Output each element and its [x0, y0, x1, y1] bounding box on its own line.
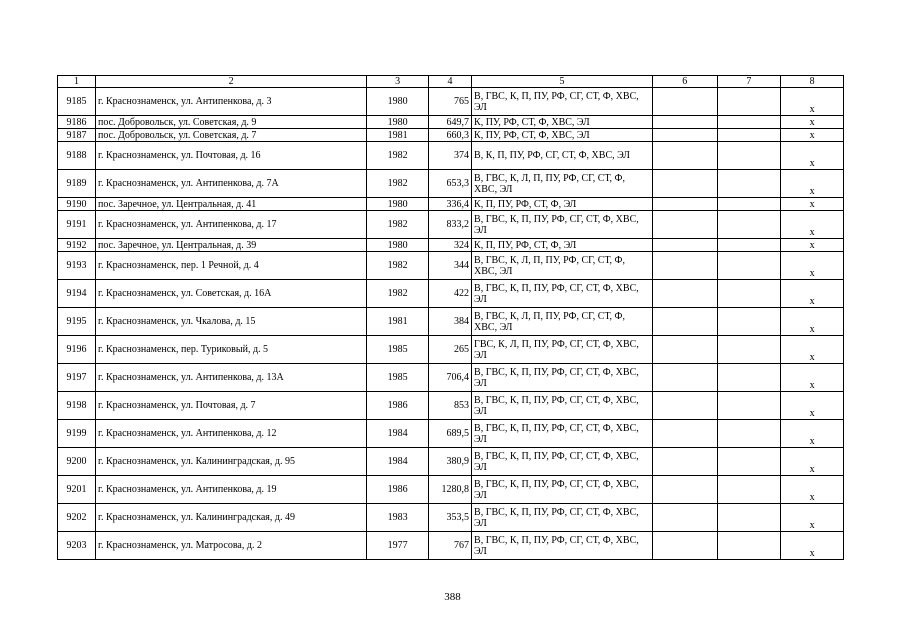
- year-cell: 1986: [367, 476, 429, 504]
- column-6-cell: [652, 504, 717, 532]
- column-6-cell: [652, 142, 717, 170]
- year-cell: 1981: [367, 308, 429, 336]
- utilities-cell: В, ГВС, К, П, ПУ, РФ, СГ, СТ, Ф, ХВС, ЭЛ: [472, 420, 653, 448]
- row-number: 9186: [58, 116, 96, 129]
- column-header-3: 3: [367, 76, 429, 88]
- column-header-4: 4: [428, 76, 471, 88]
- year-cell: 1980: [367, 88, 429, 116]
- area-cell: 765: [428, 88, 471, 116]
- address-cell: г. Краснознаменск, ул. Антипенкова, д. 7А: [96, 170, 367, 198]
- area-cell: 422: [428, 280, 471, 308]
- address-cell: г. Краснознаменск, ул. Матросова, д. 2: [96, 532, 367, 560]
- utilities-cell: В, ГВС, К, П, ПУ, РФ, СГ, СТ, Ф, ХВС, ЭЛ: [472, 211, 653, 239]
- address-cell: г. Краснознаменск, ул. Почтовая, д. 7: [96, 392, 367, 420]
- year-cell: 1982: [367, 211, 429, 239]
- address-cell: г. Краснознаменск, ул. Антипенкова, д. 17: [96, 211, 367, 239]
- table-row: [58, 308, 844, 336]
- utilities-cell: В, ГВС, К, П, ПУ, РФ, СГ, СТ, Ф, ХВС, ЭЛ: [472, 280, 653, 308]
- mark-cell: х: [781, 129, 844, 142]
- column-7-cell: [717, 364, 781, 392]
- column-6-cell: [652, 448, 717, 476]
- area-cell: 380,9: [428, 448, 471, 476]
- table-row: [58, 239, 844, 252]
- utilities-cell: К, П, ПУ, РФ, СТ, Ф, ЭЛ: [472, 198, 653, 211]
- mark-cell: х: [781, 88, 844, 116]
- column-7-cell: [717, 170, 781, 198]
- mark-cell: х: [781, 170, 844, 198]
- column-6-cell: [652, 476, 717, 504]
- column-header-7: 7: [717, 76, 781, 88]
- utilities-cell: В, К, П, ПУ, РФ, СГ, СТ, Ф, ХВС, ЭЛ: [472, 142, 653, 170]
- column-6-cell: [652, 280, 717, 308]
- table-row: [58, 211, 844, 239]
- area-cell: 649,7: [428, 116, 471, 129]
- housing-register-table: [57, 75, 844, 560]
- column-6-cell: [652, 239, 717, 252]
- mark-cell: х: [781, 198, 844, 211]
- table-row: [58, 170, 844, 198]
- column-header-8: 8: [781, 76, 844, 88]
- column-7-cell: [717, 392, 781, 420]
- row-number: 9200: [58, 448, 96, 476]
- table-row: [58, 532, 844, 560]
- mark-cell: х: [781, 364, 844, 392]
- page-number: 388: [444, 591, 461, 603]
- utilities-cell: К, П, ПУ, РФ, СТ, Ф, ЭЛ: [472, 239, 653, 252]
- column-6-cell: [652, 336, 717, 364]
- utilities-cell: В, ГВС, К, П, ПУ, РФ, СГ, СТ, Ф, ХВС, ЭЛ: [472, 88, 653, 116]
- column-7-cell: [717, 448, 781, 476]
- address-cell: г. Краснознаменск, пер. 1 Речной, д. 4: [96, 252, 367, 280]
- utilities-cell: В, ГВС, К, П, ПУ, РФ, СГ, СТ, Ф, ХВС, ЭЛ: [472, 364, 653, 392]
- table-row: [58, 252, 844, 280]
- column-header-5: 5: [472, 76, 653, 88]
- area-cell: 374: [428, 142, 471, 170]
- utilities-cell: В, ГВС, К, П, ПУ, РФ, СГ, СТ, Ф, ХВС, ЭЛ: [472, 392, 653, 420]
- year-cell: 1985: [367, 336, 429, 364]
- column-6-cell: [652, 129, 717, 142]
- area-cell: 767: [428, 532, 471, 560]
- row-number: 9196: [58, 336, 96, 364]
- table-row: [58, 129, 844, 142]
- column-7-cell: [717, 116, 781, 129]
- address-cell: г. Краснознаменск, пер. Туриковый, д. 5: [96, 336, 367, 364]
- table-row: [58, 88, 844, 116]
- column-7-cell: [717, 336, 781, 364]
- address-cell: г. Краснознаменск, ул. Антипенкова, д. 13А: [96, 364, 367, 392]
- column-7-cell: [717, 88, 781, 116]
- column-7-cell: [717, 252, 781, 280]
- column-6-cell: [652, 364, 717, 392]
- mark-cell: х: [781, 336, 844, 364]
- row-number: 9194: [58, 280, 96, 308]
- row-number: 9190: [58, 198, 96, 211]
- table-row: [58, 336, 844, 364]
- column-7-cell: [717, 239, 781, 252]
- row-number: 9198: [58, 392, 96, 420]
- area-cell: 324: [428, 239, 471, 252]
- year-cell: 1980: [367, 198, 429, 211]
- area-cell: 833,2: [428, 211, 471, 239]
- column-7-cell: [717, 420, 781, 448]
- row-number: 9195: [58, 308, 96, 336]
- year-cell: 1982: [367, 280, 429, 308]
- row-number: 9197: [58, 364, 96, 392]
- table-row: [58, 198, 844, 211]
- table-row: [58, 476, 844, 504]
- utilities-cell: К, ПУ, РФ, СТ, Ф, ХВС, ЭЛ: [472, 129, 653, 142]
- column-6-cell: [652, 532, 717, 560]
- mark-cell: х: [781, 532, 844, 560]
- column-6-cell: [652, 170, 717, 198]
- address-cell: г. Краснознаменск, ул. Чкалова, д. 15: [96, 308, 367, 336]
- year-cell: 1983: [367, 504, 429, 532]
- year-cell: 1981: [367, 129, 429, 142]
- year-cell: 1980: [367, 116, 429, 129]
- column-6-cell: [652, 420, 717, 448]
- year-cell: 1985: [367, 364, 429, 392]
- table-header-row: [58, 76, 844, 88]
- column-6-cell: [652, 252, 717, 280]
- mark-cell: х: [781, 308, 844, 336]
- utilities-cell: В, ГВС, К, Л, П, ПУ, РФ, СГ, СТ, Ф, ХВС, ЭЛ: [472, 170, 653, 198]
- area-cell: 1280,8: [428, 476, 471, 504]
- table-row: [58, 142, 844, 170]
- row-number: 9185: [58, 88, 96, 116]
- column-header-6: 6: [652, 76, 717, 88]
- row-number: 9203: [58, 532, 96, 560]
- address-cell: г. Краснознаменск, ул. Антипенкова, д. 19: [96, 476, 367, 504]
- year-cell: 1982: [367, 170, 429, 198]
- mark-cell: х: [781, 448, 844, 476]
- mark-cell: х: [781, 142, 844, 170]
- address-cell: пос. Заречное, ул. Центральная, д. 41: [96, 198, 367, 211]
- mark-cell: х: [781, 476, 844, 504]
- column-7-cell: [717, 504, 781, 532]
- address-cell: пос. Заречное, ул. Центральная, д. 39: [96, 239, 367, 252]
- area-cell: 660,3: [428, 129, 471, 142]
- column-6-cell: [652, 88, 717, 116]
- column-7-cell: [717, 129, 781, 142]
- address-cell: г. Краснознаменск, ул. Советская, д. 16А: [96, 280, 367, 308]
- column-7-cell: [717, 142, 781, 170]
- area-cell: 265: [428, 336, 471, 364]
- row-number: 9191: [58, 211, 96, 239]
- area-cell: 706,4: [428, 364, 471, 392]
- year-cell: 1982: [367, 252, 429, 280]
- row-number: 9187: [58, 129, 96, 142]
- mark-cell: х: [781, 239, 844, 252]
- address-cell: пос. Добровольск, ул. Советская, д. 7: [96, 129, 367, 142]
- address-cell: г. Краснознаменск, ул. Почтовая, д. 16: [96, 142, 367, 170]
- table-row: [58, 504, 844, 532]
- mark-cell: х: [781, 504, 844, 532]
- area-cell: 344: [428, 252, 471, 280]
- column-header-1: 1: [58, 76, 96, 88]
- area-cell: 853: [428, 392, 471, 420]
- address-cell: г. Краснознаменск, ул. Антипенкова, д. 12: [96, 420, 367, 448]
- address-cell: г. Краснознаменск, ул. Калининградская, д. 95: [96, 448, 367, 476]
- utilities-cell: В, ГВС, К, П, ПУ, РФ, СГ, СТ, Ф, ХВС, ЭЛ: [472, 448, 653, 476]
- table-row: [58, 116, 844, 129]
- row-number: 9188: [58, 142, 96, 170]
- area-cell: 653,3: [428, 170, 471, 198]
- row-number: 9192: [58, 239, 96, 252]
- row-number: 9202: [58, 504, 96, 532]
- column-header-2: 2: [96, 76, 367, 88]
- column-7-cell: [717, 308, 781, 336]
- mark-cell: х: [781, 280, 844, 308]
- column-7-cell: [717, 532, 781, 560]
- column-7-cell: [717, 476, 781, 504]
- column-6-cell: [652, 116, 717, 129]
- row-number: 9193: [58, 252, 96, 280]
- column-6-cell: [652, 392, 717, 420]
- column-6-cell: [652, 198, 717, 211]
- table-row: [58, 364, 844, 392]
- utilities-cell: В, ГВС, К, Л, П, ПУ, РФ, СГ, СТ, Ф, ХВС, ЭЛ: [472, 252, 653, 280]
- column-7-cell: [717, 198, 781, 211]
- utilities-cell: ГВС, К, Л, П, ПУ, РФ, СГ, СТ, Ф, ХВС, ЭЛ: [472, 336, 653, 364]
- mark-cell: х: [781, 252, 844, 280]
- utilities-cell: В, ГВС, К, П, ПУ, РФ, СГ, СТ, Ф, ХВС, ЭЛ: [472, 504, 653, 532]
- row-number: 9199: [58, 420, 96, 448]
- area-cell: 353,5: [428, 504, 471, 532]
- table-row: [58, 392, 844, 420]
- table-row: [58, 448, 844, 476]
- area-cell: 689,5: [428, 420, 471, 448]
- mark-cell: х: [781, 420, 844, 448]
- table-row: [58, 420, 844, 448]
- column-7-cell: [717, 211, 781, 239]
- column-7-cell: [717, 280, 781, 308]
- table-row: [58, 280, 844, 308]
- column-6-cell: [652, 211, 717, 239]
- year-cell: 1977: [367, 532, 429, 560]
- address-cell: пос. Добровольск, ул. Советская, д. 9: [96, 116, 367, 129]
- address-cell: г. Краснознаменск, ул. Калининградская, д. 49: [96, 504, 367, 532]
- utilities-cell: В, ГВС, К, П, ПУ, РФ, СГ, СТ, Ф, ХВС, ЭЛ: [472, 532, 653, 560]
- row-number: 9189: [58, 170, 96, 198]
- row-number: 9201: [58, 476, 96, 504]
- address-cell: г. Краснознаменск, ул. Антипенкова, д. 3: [96, 88, 367, 116]
- area-cell: 384: [428, 308, 471, 336]
- year-cell: 1984: [367, 420, 429, 448]
- mark-cell: х: [781, 211, 844, 239]
- year-cell: 1980: [367, 239, 429, 252]
- year-cell: 1986: [367, 392, 429, 420]
- column-6-cell: [652, 308, 717, 336]
- mark-cell: х: [781, 116, 844, 129]
- utilities-cell: В, ГВС, К, П, ПУ, РФ, СГ, СТ, Ф, ХВС, ЭЛ: [472, 476, 653, 504]
- utilities-cell: В, ГВС, К, Л, П, ПУ, РФ, СГ, СТ, Ф, ХВС, ЭЛ: [472, 308, 653, 336]
- year-cell: 1982: [367, 142, 429, 170]
- mark-cell: х: [781, 392, 844, 420]
- utilities-cell: К, ПУ, РФ, СТ, Ф, ХВС, ЭЛ: [472, 116, 653, 129]
- area-cell: 336,4: [428, 198, 471, 211]
- year-cell: 1984: [367, 448, 429, 476]
- table-body: [58, 88, 844, 560]
